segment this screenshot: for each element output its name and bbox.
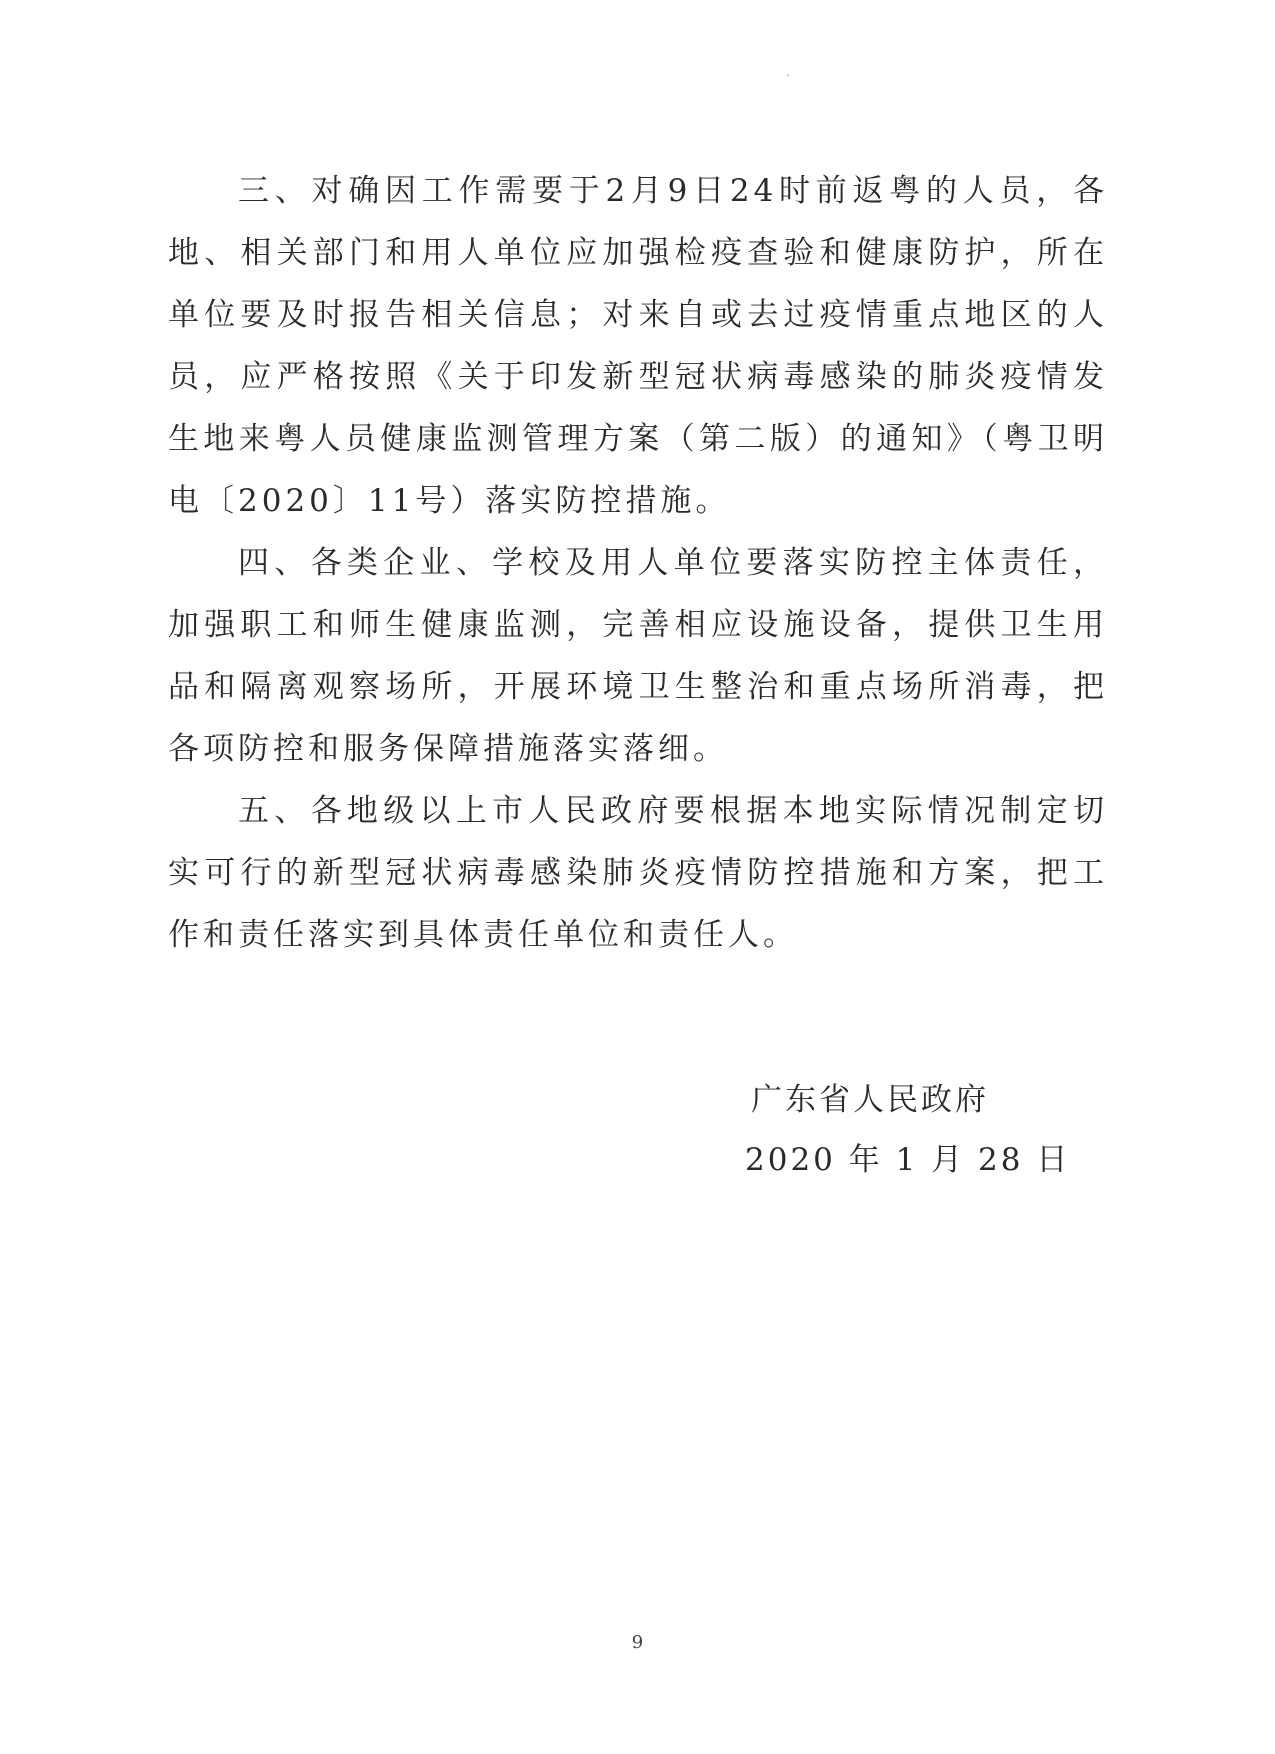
document-body	[168, 160, 1108, 966]
page-number: 9	[631, 1632, 644, 1653]
signing-organization: 广东省人民政府	[751, 1082, 989, 1118]
signing-date: 2020 年 1 月 28 日	[745, 1142, 1071, 1178]
paragraph-4: 四、各类企业、学校及用人单位要落实防控主体责任，加强职工和师生健康监测，完善相应设施设备，提供卫生用品和隔离观察场所，开展环境卫生整治和重点场所消毒，把各项防控和服务保障措施落实落细。	[168, 545, 1108, 767]
signature-block	[745, 1070, 1071, 1190]
scan-speck	[787, 74, 789, 76]
paragraph-3: 三、对确因工作需要于2月9日24时前返粤的人员，各地、相关部门和用人单位应加强检疫查验和健康防护，所在单位要及时报告相关信息；对来自或去过疫情重点地区的人员，应严格按照《关于印发新型冠状病毒感染的肺炎疫情发生地来粤人员健康监测管理方案（第二版）的通知》（粤卫明电〔2020〕11号）落实防控措施。	[168, 173, 1108, 519]
paragraph-5: 五、各地级以上市人民政府要根据本地实际情况制定切实可行的新型冠状病毒感染肺炎疫情防控措施和方案，把工作和责任落实到具体责任单位和责任人。	[168, 793, 1108, 953]
